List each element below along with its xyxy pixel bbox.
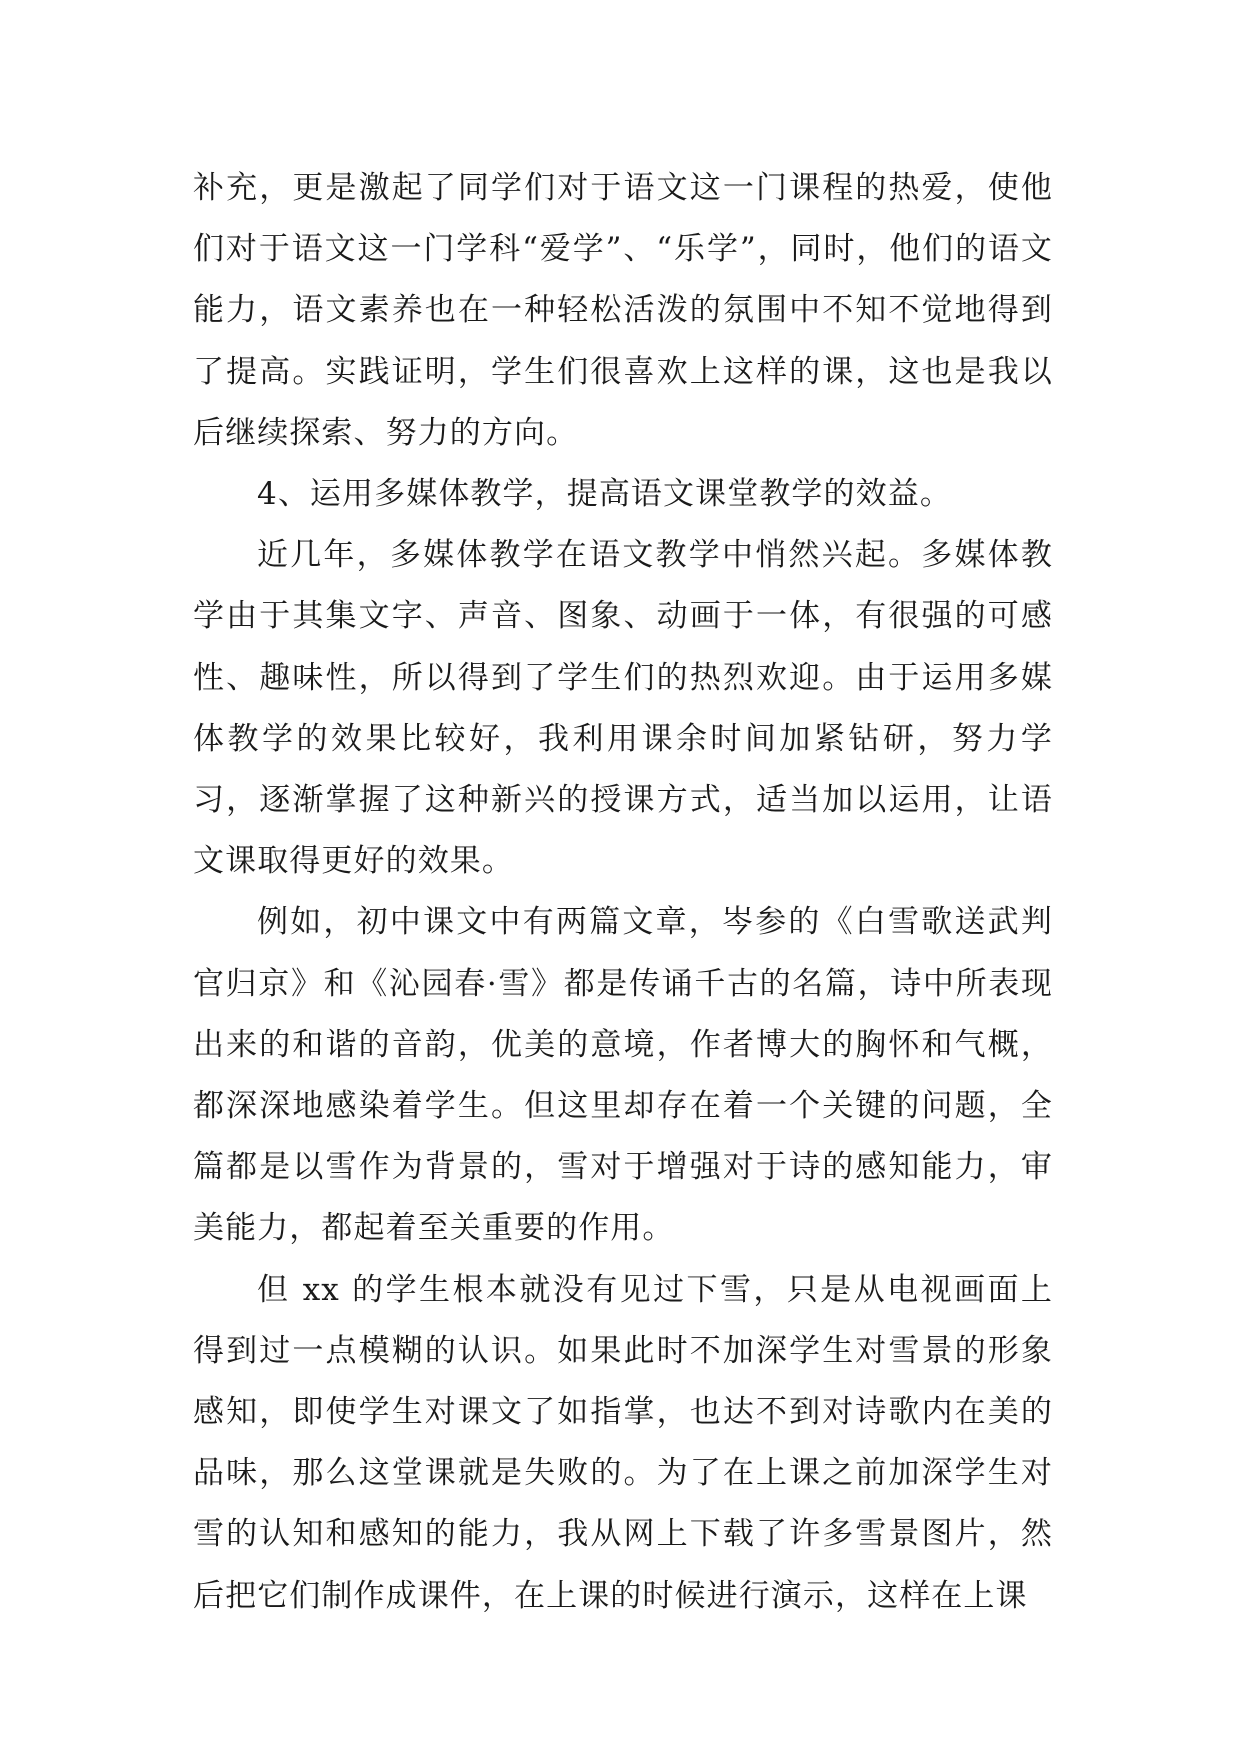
section-heading-4: 4、运用多媒体教学，提高语文课堂教学的效益。: [257, 476, 952, 513]
paragraph-multimedia-intro: 近几年，多媒体教学在语文教学中悄然兴起。多媒体教学由于其集文字、声音、图象、动画于一体，有很强的可感性、趣味性，所以得到了学生们的热烈欢迎。由于运用多媒体教学的效果比较好，我利用课余时间加紧钻研，努力学习，逐渐掌握了这种新兴的授课方式，适当加以运用，让语文课取得更好的效果。: [193, 537, 1053, 880]
paragraph-continuation: 补充，更是激起了同学们对于语文这一门课程的热爱，使他们对于语文这一门学科“爱学”、“乐学”，同时，他们的语文能力，语文素养也在一种轻松活泼的氛围中不知不觉地得到了提高。实践证明，学生们很喜欢上这样的课，这也是我以后继续探索、努力的方向。: [193, 170, 1053, 451]
document-body: [193, 158, 1053, 1627]
paragraph-snow-problem: 但 xx 的学生根本就没有见过下雪，只是从电视画面上得到过一点模糊的认识。如果此时不加深学生对雪景的形象感知，即使学生对课文了如指掌，也达不到对诗歌内在美的品味，那么这堂课就是失败的。为了在上课之前加深学生对雪的认知和感知的能力，我从网上下载了许多雪景图片，然后把它们制作成课件，在上课的时候进行演示，这样在上课: [193, 1271, 1053, 1614]
paragraph-example: 例如，初中课文中有两篇文章，岑参的《白雪歌送武判官归京》和《沁园春·雪》都是传诵千古的名篇，诗中所表现出来的和谐的音韵，优美的意境，作者博大的胸怀和气概，都深深地感染着学生。但这里却存在着一个关键的问题，全篇都是以雪作为背景的，雪对于增强对于诗的感知能力，审美能力，都起着至关重要的作用。: [193, 904, 1053, 1247]
